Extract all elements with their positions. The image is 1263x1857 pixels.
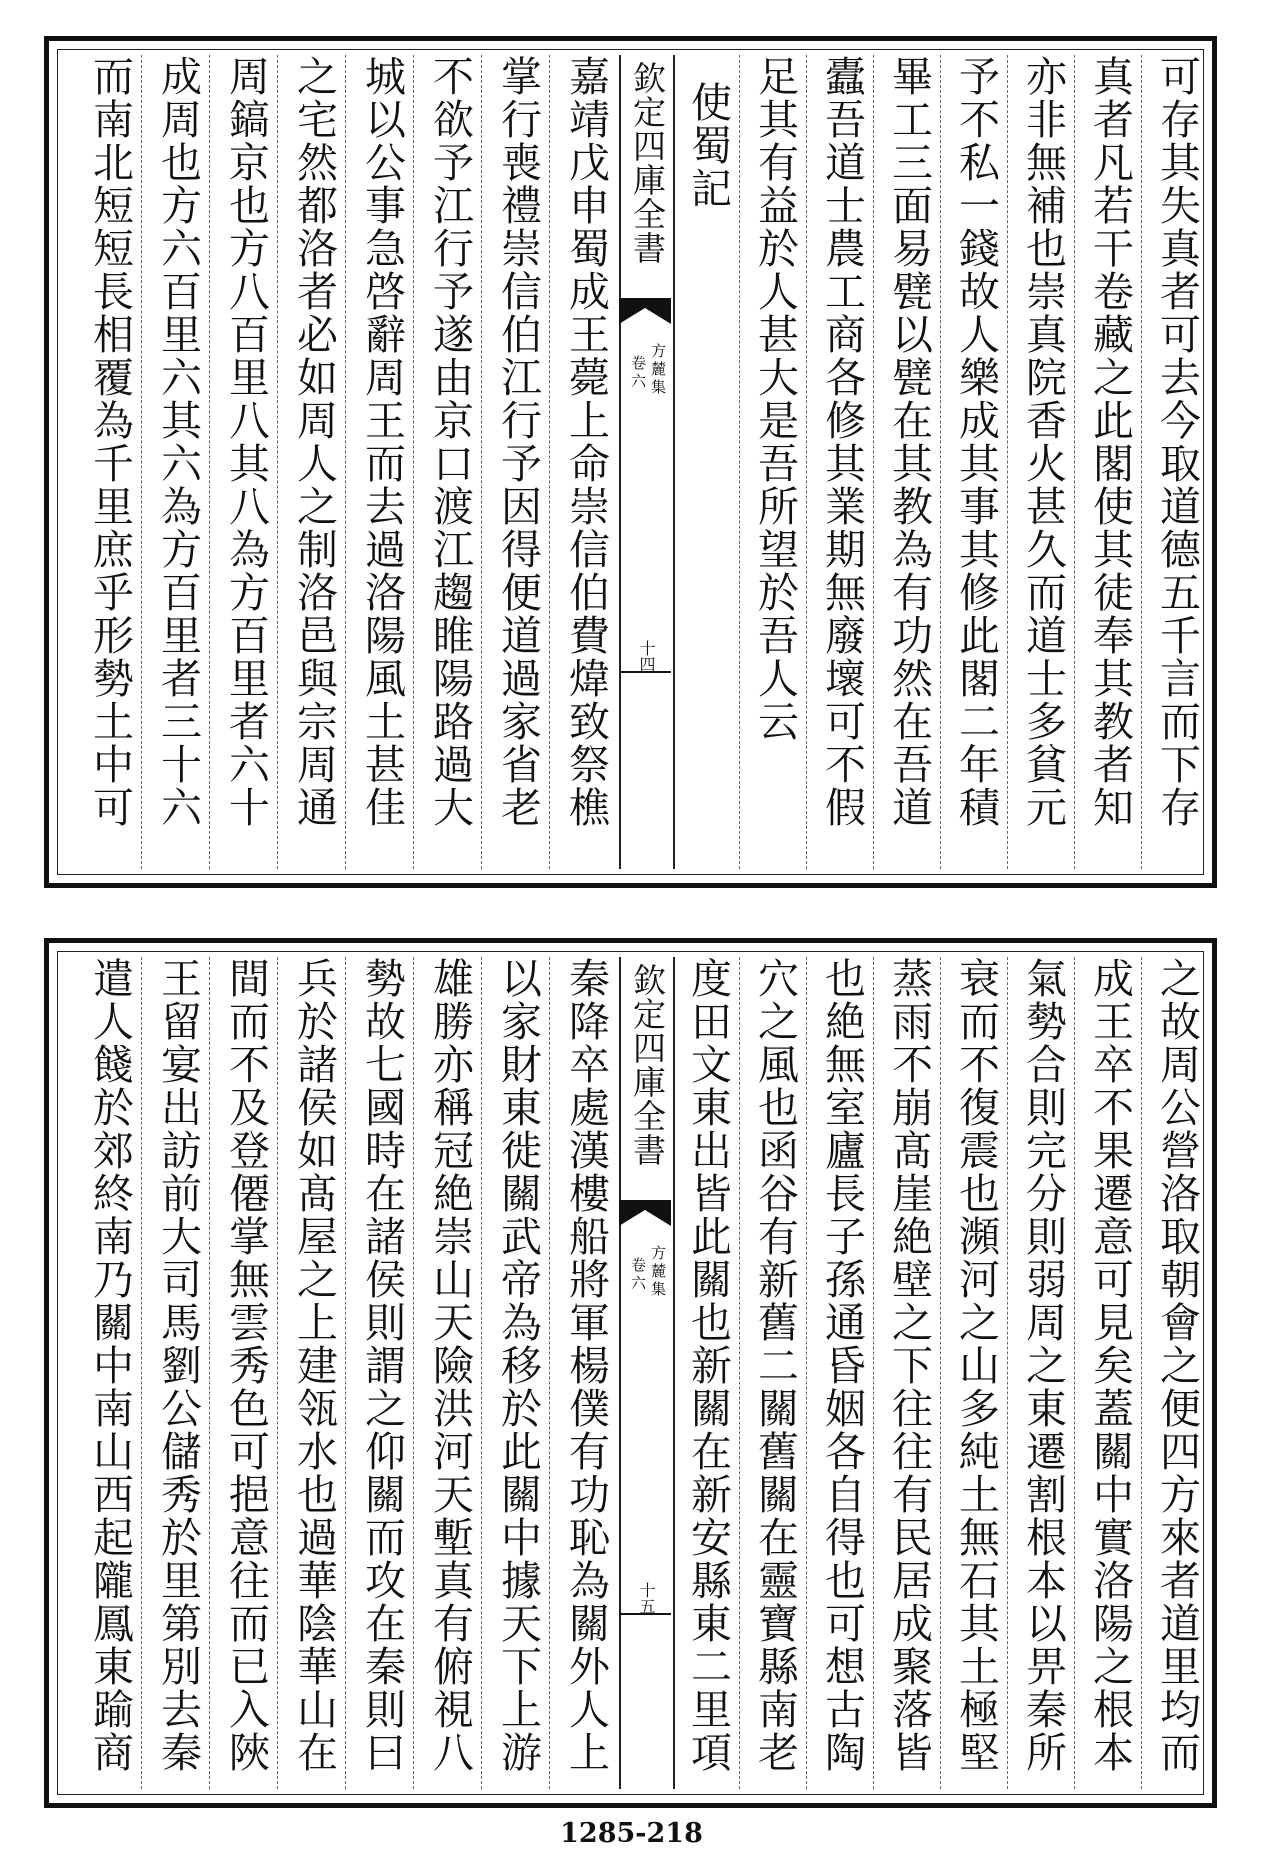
bottom-page-panel <box>44 938 1217 1808</box>
text-column: 蠹吾道士農工商各修其業期無廢壞可不假 <box>818 55 866 829</box>
text-column: 不欲予江行予遂由京口渡江趨睢陽路過大 <box>426 55 474 829</box>
text-column: 城以公事急啓辭周王而去過洛陽風土甚佳 <box>358 55 406 829</box>
text-column: 可存其失真者可去今取道德五千言而下存 <box>1153 55 1201 829</box>
text-column: 王留宴出訪前大司馬劉公儲秀於里第別去秦 <box>154 957 202 1774</box>
leaf-number: 十五 <box>637 1582 656 1614</box>
leaf-number: 十四 <box>637 640 656 672</box>
text-column: 成周也方六百里六其六為方百里者三十六 <box>154 55 202 829</box>
text-column: 之故周公營洛取朝會之便四方來者道里均而 <box>1153 957 1201 1774</box>
center-spine <box>619 55 675 869</box>
text-column: 氣勢合則完分則弱周之東遷割根本以畀秦所 <box>1019 957 1067 1774</box>
text-column: 穴之風也函谷有新舊二關舊關在靈寶縣南老 <box>751 957 799 1774</box>
text-column: 掌行喪禮崇信伯江行予因得便道過家省老 <box>494 55 542 829</box>
spine-juan: 卷六 <box>629 355 647 391</box>
text-column: 以家財東徙關武帝為移於此關中據天下上游 <box>494 957 542 1774</box>
fishtail-mark <box>619 298 671 324</box>
text-column: 衰而不復震也瀕河之山多純土無石其土極堅 <box>952 957 1000 1774</box>
text-column: 周鎬京也方八百里八其八為方百里者六十 <box>222 55 270 829</box>
fishtail-mark-bottom <box>619 670 671 696</box>
text-column: 成王卒不果遷意可見矣蓋關中實洛陽之根本 <box>1086 957 1134 1774</box>
text-column: 之宅然都洛者必如周人之制洛邑與宗周通 <box>290 55 338 829</box>
text-column: 真者凡若干卷藏之此閣使其徒奉其教者知 <box>1086 55 1134 829</box>
text-column: 畢工三面易甓以甓在其教為有功然在吾道 <box>885 55 933 829</box>
text-column: 足其有益於人甚大是吾所望於吾人云 <box>751 55 799 743</box>
top-page-panel <box>44 36 1217 888</box>
center-spine <box>619 957 675 1789</box>
fishtail-mark-bottom <box>619 1612 671 1638</box>
spine-collection: 方麓集 <box>649 343 667 397</box>
fishtail-mark <box>619 1200 671 1226</box>
text-column: 勢故七國時在諸侯則謂之仰關而攻在秦則曰 <box>358 957 406 1774</box>
spine-title: 欽定四庫全書 <box>628 61 667 265</box>
spine-juan: 卷六 <box>629 1257 647 1293</box>
text-column: 也絶無室廬長子孫通昏姻各自得也可想古陶 <box>818 957 866 1774</box>
text-column: 秦降卒處漢樓船將軍楊僕有功恥為關外人上 <box>562 957 610 1774</box>
text-column: 遣人餞於郊終南乃關中南山西起隴鳳東踰商 <box>86 957 134 1774</box>
text-column: 間而不及登僊掌無雲秀色可挹意往而已入陜 <box>222 957 270 1774</box>
text-column: 兵於諸侯如髙屋之上建瓴水也過華陰華山在 <box>290 957 338 1774</box>
text-column: 亦非無補也崇真院香火甚久而道士多貧元 <box>1019 55 1067 829</box>
text-column: 雄勝亦稱冠絶崇山天險洪河天塹真有俯視八 <box>426 957 474 1774</box>
page-number-footer: 1285-218 <box>560 1818 703 1849</box>
section-title: 使蜀記 <box>684 81 732 210</box>
text-column: 蒸雨不崩髙崖絶壁之下往往有民居成聚落皆 <box>885 957 933 1774</box>
text-column: 而南北短短長相覆為千里庶乎形勢土中可 <box>86 55 134 829</box>
spine-collection: 方麓集 <box>649 1245 667 1299</box>
text-column: 嘉靖戊申蜀成王薨上命崇信伯費煒致祭樵 <box>562 55 610 829</box>
text-column: 度田文東出皆此關也新關在新安縣東二里項 <box>684 957 732 1774</box>
text-column: 予不私一錢故人樂成其事其修此閣二年積 <box>952 55 1000 829</box>
spine-title: 欽定四庫全書 <box>628 963 667 1167</box>
